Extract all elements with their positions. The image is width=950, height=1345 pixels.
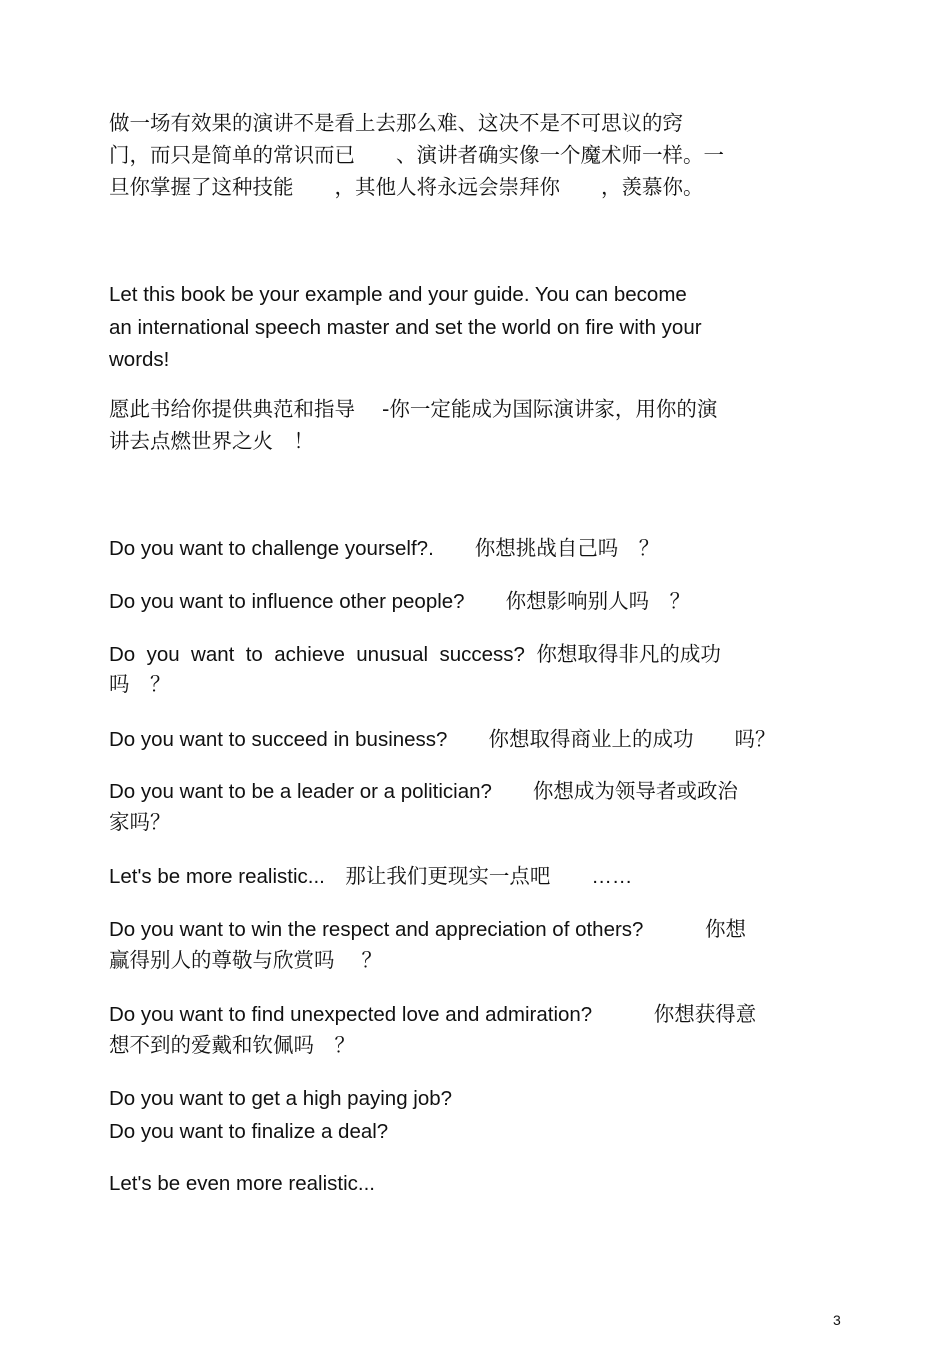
- intro-cn-line-1: 做一场有效果的演讲不是看上去那么难、这决不是不可思议的窍: [109, 111, 683, 135]
- question-respect-line-2: 赢得别人的尊敬与欣赏吗 ？: [109, 948, 383, 972]
- question-leader-line-1: Do you want to be a leader or a politician? 你想成为领导者或政治: [109, 780, 738, 803]
- question-business: Do you want to succeed in business? 你想取得商业上的成功 吗？: [109, 728, 776, 751]
- question-influence: Do you want to influence other people? 你想影响别人吗 ？: [109, 590, 691, 613]
- book-cn-line-2: 讲去点燃世界之火 ！: [109, 429, 314, 453]
- question-job: Do you want to get a high paying job?: [109, 1087, 453, 1110]
- book-en-line-3: words!: [109, 348, 170, 371]
- book-en-line-1: Let this book be your example and your guide. You can become: [109, 283, 687, 306]
- realistic-line: Let's be more realistic... 那让我们更现实一点吧 ……: [109, 865, 633, 888]
- book-cn-line-1: 愿此书给你提供典范和指导 -你一定能成为国际演讲家，用你的演: [109, 397, 718, 421]
- question-leader-line-2: 家吗？: [109, 810, 171, 834]
- question-success-line-2: 吗 ？: [109, 672, 171, 696]
- page-number: 3: [833, 1312, 841, 1328]
- intro-cn-line-2: 门，而只是简单的常识而已 、演讲者确实像一个魔术师一样。一: [109, 143, 724, 167]
- intro-cn-line-3: 旦你掌握了这种技能 ，其他人将永远会崇拜你 ，羡慕你。: [109, 175, 704, 199]
- question-deal: Do you want to finalize a deal?: [109, 1120, 389, 1143]
- question-love-line-1: Do you want to find unexpected love and admiration? 你想获得意: [109, 1003, 757, 1026]
- question-love-line-2: 想不到的爱戴和钦佩吗 ？: [109, 1033, 355, 1057]
- question-challenge: Do you want to challenge yourself?. 你想挑战自己吗 ？: [109, 537, 660, 560]
- question-success-line-1: Do you want to achieve unusual success? 你想取得非凡的成功: [109, 643, 721, 666]
- even-more-realistic-line: Let's be even more realistic...: [109, 1172, 375, 1195]
- book-en-line-2: an international speech master and set the world on fire with your: [109, 316, 702, 339]
- question-respect-line-1: Do you want to win the respect and appreciation of others? 你想: [109, 918, 746, 941]
